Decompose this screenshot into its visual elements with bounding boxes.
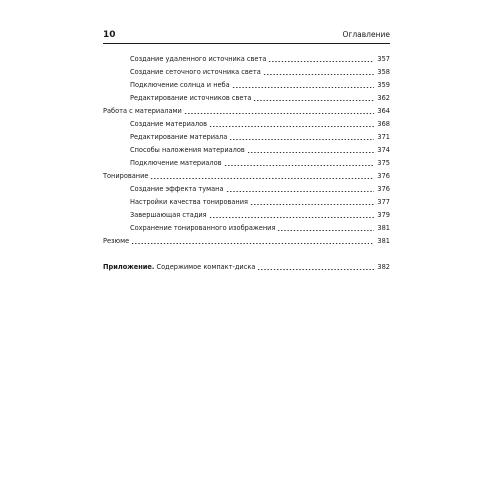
- toc-entry-title-text: Редактирование материала: [130, 133, 228, 141]
- toc-entry-page: 382: [377, 263, 390, 271]
- toc-entry-page: 379: [377, 211, 390, 219]
- toc-entry: [130, 143, 390, 155]
- toc-dot-leader: [253, 100, 374, 101]
- toc-entry: [130, 91, 390, 103]
- toc-entry: [130, 195, 390, 207]
- toc-entry-title: [130, 55, 268, 64]
- toc-entry: [130, 130, 390, 142]
- toc-entry-title: [103, 107, 184, 116]
- toc-entry-title: [130, 81, 232, 90]
- toc-entry-title: [130, 198, 250, 207]
- toc-entry-title-text: Сохранение тонированного изображения: [130, 224, 276, 232]
- toc-entry-page: 368: [377, 120, 390, 128]
- toc-dot-leader: [263, 74, 375, 75]
- toc-entry-title: [103, 172, 150, 181]
- toc-entry-title: [130, 159, 224, 168]
- toc-entry-title-text: Подключение материалов: [130, 159, 222, 167]
- toc-dot-leader: [184, 113, 375, 114]
- toc-entry-title: [130, 146, 247, 155]
- toc-entry-page: 375: [377, 159, 390, 167]
- toc-entry-title-text: Содержимое компакт-диска: [154, 263, 256, 271]
- toc-entry-title-text: Подключение солнца и неба: [130, 81, 230, 89]
- toc-entry: [130, 208, 390, 220]
- running-title: Оглавление: [342, 30, 390, 39]
- page-number: 10: [103, 30, 116, 40]
- toc-entry-page: 374: [377, 146, 390, 154]
- toc-entry-page: 381: [377, 224, 390, 232]
- toc-dot-leader: [268, 61, 374, 62]
- toc-entry-title-text: Тонирование: [103, 172, 149, 180]
- toc-entry: [103, 169, 390, 181]
- toc-entry-title: [130, 94, 253, 103]
- toc-entry: [130, 182, 390, 194]
- toc-entry: [130, 221, 390, 233]
- toc-dot-leader: [277, 230, 374, 231]
- toc-entry-page: 358: [377, 68, 390, 76]
- toc-entry-title-text: Создание материалов: [130, 120, 208, 128]
- toc-entry-page: 357: [377, 55, 390, 63]
- toc-entry-page: 362: [377, 94, 390, 102]
- toc-dot-leader: [229, 139, 374, 140]
- toc-entry: [103, 104, 390, 116]
- toc-entry-title-text: Создание удаленного источника света: [130, 55, 267, 63]
- toc-entry-title: [103, 263, 257, 272]
- toc-dot-leader: [224, 165, 375, 166]
- toc-entry: [103, 260, 390, 272]
- toc-entry-page: 377: [377, 198, 390, 206]
- toc-entry-title-text: Настройки качества тонирования: [130, 198, 248, 206]
- toc-entry: [103, 234, 390, 246]
- toc-entry-title-text: Резюме: [103, 237, 130, 245]
- toc-dot-leader: [247, 152, 375, 153]
- toc-entry: [130, 65, 390, 77]
- toc-entry-page: 376: [377, 172, 390, 180]
- toc-dot-leader: [209, 126, 374, 127]
- toc-entry-title: [130, 224, 277, 233]
- toc-entry-title-text: Завершающая стадия: [130, 211, 207, 219]
- toc-dot-leader: [232, 87, 375, 88]
- toc-entry-title-text: Создание сеточного источника света: [130, 68, 261, 76]
- toc-dot-leader: [250, 204, 374, 205]
- toc-entry-title: [130, 133, 229, 142]
- toc-entry-page: 371: [377, 133, 390, 141]
- toc-entry-title-text: Работа с материалами: [103, 107, 182, 115]
- toc-entry-page: 359: [377, 81, 390, 89]
- toc-entry-title: [103, 237, 131, 246]
- toc-entry-title: [130, 185, 226, 194]
- toc-entry-page: 376: [377, 185, 390, 193]
- toc-entry: [130, 117, 390, 129]
- toc-entry-page: 364: [377, 107, 390, 115]
- toc-entry: [130, 52, 390, 64]
- toc-entry-title-bold: Приложение.: [103, 263, 155, 271]
- toc-entry-title-text: Способы наложения материалов: [130, 146, 245, 154]
- toc-entry-title-text: Редактирование источников света: [130, 94, 252, 102]
- toc-entry: [130, 78, 390, 90]
- toc-dot-leader: [209, 217, 375, 218]
- toc-entry-title: [130, 120, 209, 129]
- toc-entry-title: [130, 68, 263, 77]
- toc-dot-leader: [131, 243, 374, 244]
- toc-dot-leader: [257, 269, 374, 270]
- toc-entry-page: 381: [377, 237, 390, 245]
- toc-entry-title: [130, 211, 209, 220]
- toc-dot-leader: [226, 191, 375, 192]
- toc-entry: [130, 156, 390, 168]
- toc-dot-leader: [150, 178, 374, 179]
- page-header: [103, 29, 390, 44]
- toc-entry-title-text: Создание эффекта тумана: [130, 185, 224, 193]
